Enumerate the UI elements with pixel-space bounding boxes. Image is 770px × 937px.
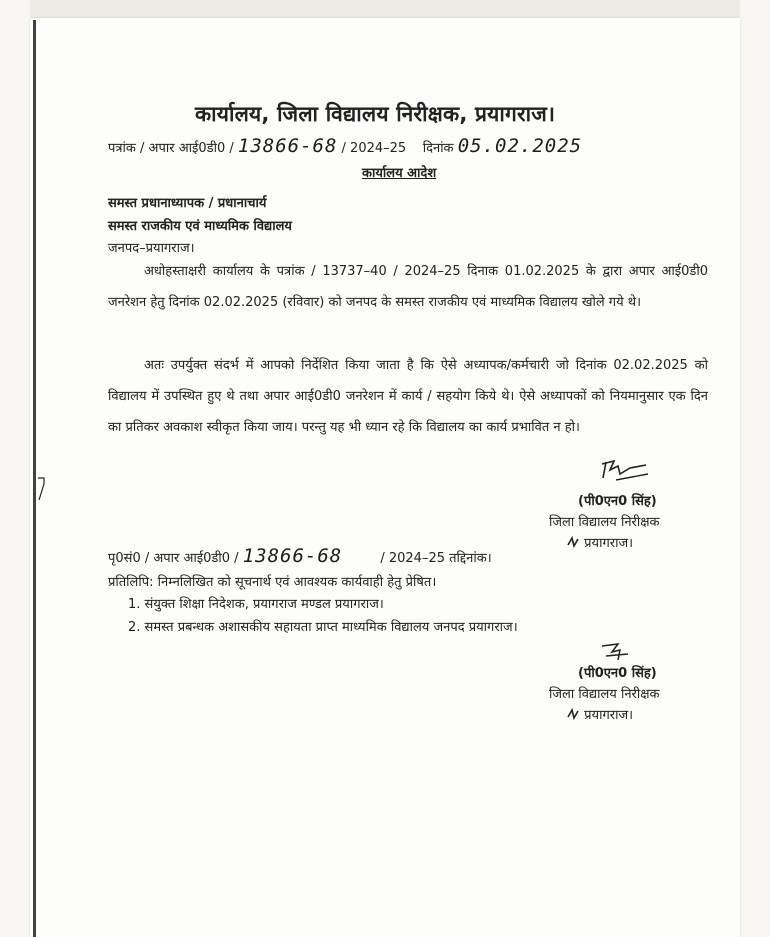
paragraph-1: अधोहस्ताक्षरी कार्यालय के पत्रांक / 13737–40 / 2024–25 दिनाक 01.02.2025 के द्वारा अपार आई0डी0 जनरेशन हेतु दिनांक 02.02.2025 (रविवार) को जनपद के समस्त राजकीय एवं माध्यमिक विद्यालय खोले गये थे। <box>108 264 708 310</box>
signature-2-designation: जिला विद्यालय निरीक्षक <box>549 687 660 702</box>
reference-date-handwritten: 05.02.2025 <box>457 135 583 157</box>
copy-list-item-2: 2. समस्त प्रबन्धक अशासकीय सहायता प्राप्त माध्यमिक विद्यालय जनपद प्रयागराज। <box>128 620 518 635</box>
office-title: कार्यालय, जिला विद्यालय निरीक्षक, प्रयागराज। <box>195 102 556 126</box>
endorsement-number-handwritten: 13866-68 <box>242 545 343 567</box>
background-edge-right <box>740 0 770 937</box>
signature-1-scribble <box>598 456 658 488</box>
background-edge-left <box>0 0 30 937</box>
reference-line <box>108 135 582 157</box>
addressee-line-2: समस्त राजकीय एवं माध्यमिक विद्यालय <box>108 219 292 234</box>
addressee-line-3: जनपद–प्रयागराज। <box>108 241 195 256</box>
signature-2-name: (पी0एन0 सिंह) <box>578 666 657 681</box>
signature-1-name: (पी0एन0 सिंह) <box>578 494 657 509</box>
paragraph-2: अतः उपर्युक्त संदर्भ में आपको निर्देशित किया जाता है कि ऐसे अध्यापक/कर्मचारी जो दिनांक 02.02.2025 को विद्यालय में उपस्थित हुए थे तथा अपार आई0डी0 जनरेशन में कार्य / सहयोग किये थे। ऐसे अध्यापकों को नियमानुसार एक दिन का प्रतिकर अवकाश स्वीकृत किया जाय। परन्तु यह भी ध्यान रहे कि विद्यालय का कार्य प्रभावित न हो। <box>108 358 708 435</box>
endorsement-suffix: / 2024–25 तद्दिनांक। <box>380 551 492 566</box>
signature-1-designation: जिला विद्यालय निरीक्षक <box>549 515 660 530</box>
reference-prefix: पत्रांक / अपार आई0डी0 / <box>108 141 234 156</box>
endorsement-line <box>108 545 492 567</box>
copy-list-item-1: 1. संयुक्त शिक्षा निदेशक, प्रयागराज मण्डल प्रयागराज। <box>128 597 384 612</box>
order-heading: कार्यालय आदेश <box>362 166 437 181</box>
reference-year: / 2024–25 <box>341 141 407 156</box>
seal-scribble-icon <box>566 535 580 549</box>
seal-scribble-icon <box>566 707 580 721</box>
signature-2-place-line <box>566 705 633 723</box>
reference-date-label: दिनांक <box>422 141 454 156</box>
addressee-line-1: समस्त प्रधानाध्यापक / प्रधानाचार्य <box>108 196 267 211</box>
endorsement-prefix: पृ0सं0 / अपार आई0डी0 / <box>108 551 239 566</box>
reference-number-handwritten: 13866-68 <box>237 135 338 157</box>
signature-1-place-line <box>566 533 633 551</box>
margin-mark <box>36 476 46 502</box>
signature-1-place: प्रयागराज। <box>584 536 634 551</box>
signature-2-place: प्रयागराज। <box>584 708 634 723</box>
copy-to-line: प्रतिलिपि: निम्नलिखित को सूचनार्थ एवं आवश्यक कार्यवाही हेतु प्रेषित। <box>108 575 437 590</box>
